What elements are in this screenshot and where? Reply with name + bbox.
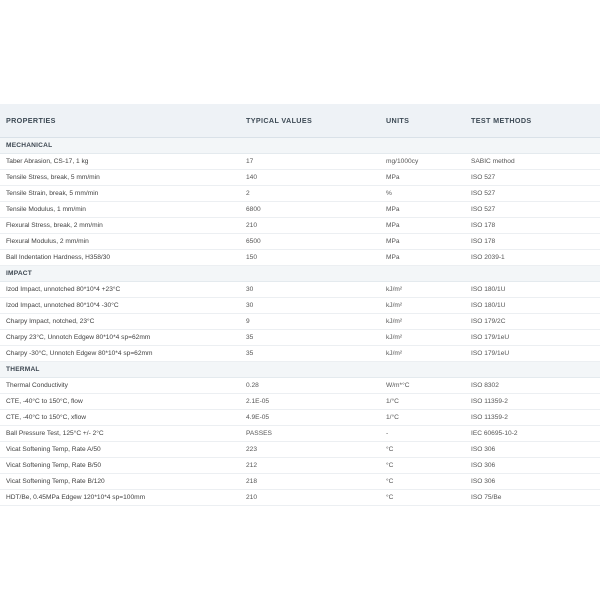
cell-typical-value: 212 [240,458,380,474]
table-row [0,442,600,458]
cell-property: Flexural Stress, break, 2 mm/min [0,218,240,234]
cell-unit: °C [380,474,465,490]
column-header-units: UNITS [380,104,465,138]
cell-typical-value: 9 [240,314,380,330]
cell-unit: kJ/m² [380,346,465,362]
cell-unit: °C [380,458,465,474]
cell-typical-value: 210 [240,218,380,234]
cell-typical-value: 17 [240,154,380,170]
cell-typical-value: 6800 [240,202,380,218]
table-row [0,474,600,490]
cell-unit: kJ/m² [380,314,465,330]
column-header-properties: PROPERTIES [0,104,240,138]
cell-property: Izod Impact, unnotched 80*10*4 -30°C [0,298,240,314]
table-row [0,202,600,218]
table-row [0,154,600,170]
table-section-row [0,362,600,378]
cell-unit: kJ/m² [380,330,465,346]
table-section-row [0,266,600,282]
cell-test-method: ISO 179/1eU [465,330,600,346]
cell-typical-value: 4.9E-05 [240,410,380,426]
cell-property: Charpy 23°C, Unnotch Edgew 80*10*4 sp=62mm [0,330,240,346]
cell-property: Tensile Modulus, 1 mm/min [0,202,240,218]
table-row [0,186,600,202]
cell-unit: MPa [380,234,465,250]
table-row [0,458,600,474]
cell-unit: 1/°C [380,410,465,426]
cell-test-method: ISO 306 [465,442,600,458]
table-row [0,170,600,186]
table-row [0,298,600,314]
cell-unit: MPa [380,202,465,218]
cell-test-method: ISO 527 [465,186,600,202]
cell-typical-value: 0.28 [240,378,380,394]
cell-test-method: ISO 179/1eU [465,346,600,362]
table-row [0,234,600,250]
cell-typical-value: 2.1E-05 [240,394,380,410]
table-section-title: MECHANICAL [0,138,600,154]
cell-unit: °C [380,442,465,458]
cell-property: Charpy -30°C, Unnotch Edgew 80*10*4 sp=62mm [0,346,240,362]
cell-property: Vicat Softening Temp, Rate B/120 [0,474,240,490]
cell-unit: MPa [380,170,465,186]
column-header-typical-values: TYPICAL VALUES [240,104,380,138]
cell-test-method: ISO 2039-1 [465,250,600,266]
cell-test-method: ISO 527 [465,170,600,186]
cell-property: HDT/Be, 0.45MPa Edgew 120*10*4 sp=100mm [0,490,240,506]
cell-test-method: SABIC method [465,154,600,170]
cell-typical-value: 150 [240,250,380,266]
cell-unit: MPa [380,250,465,266]
cell-test-method: ISO 306 [465,474,600,490]
cell-unit: % [380,186,465,202]
cell-typical-value: 6500 [240,234,380,250]
cell-property: Tensile Stress, break, 5 mm/min [0,170,240,186]
cell-property: Flexural Modulus, 2 mm/min [0,234,240,250]
cell-property: Ball Pressure Test, 125°C +/- 2°C [0,426,240,442]
cell-property: Ball Indentation Hardness, H358/30 [0,250,240,266]
cell-test-method: ISO 180/1U [465,298,600,314]
cell-unit: - [380,426,465,442]
cell-typical-value: PASSES [240,426,380,442]
cell-typical-value: 140 [240,170,380,186]
table-row [0,378,600,394]
cell-test-method: ISO 306 [465,458,600,474]
table-header-row [0,104,600,138]
cell-property: Vicat Softening Temp, Rate A/50 [0,442,240,458]
cell-test-method: ISO 11359-2 [465,394,600,410]
cell-test-method: ISO 11359-2 [465,410,600,426]
column-header-test-methods: TEST METHODS [465,104,600,138]
cell-test-method: ISO 180/1U [465,282,600,298]
cell-unit: W/m*°C [380,378,465,394]
table-row [0,330,600,346]
table-row [0,426,600,442]
cell-test-method: ISO 178 [465,234,600,250]
table-section-title: IMPACT [0,266,600,282]
table-row [0,250,600,266]
cell-property: CTE, -40°C to 150°C, flow [0,394,240,410]
table-row [0,490,600,506]
table-header [0,104,600,138]
cell-property: CTE, -40°C to 150°C, xflow [0,410,240,426]
cell-unit: MPa [380,218,465,234]
properties-table-container [0,104,600,506]
table-row [0,314,600,330]
table-section-title: THERMAL [0,362,600,378]
cell-typical-value: 30 [240,298,380,314]
cell-typical-value: 35 [240,346,380,362]
table-row [0,410,600,426]
table-section-row [0,138,600,154]
cell-unit: kJ/m² [380,282,465,298]
table-row [0,282,600,298]
cell-test-method: ISO 75/Be [465,490,600,506]
cell-unit: 1/°C [380,394,465,410]
cell-property: Taber Abrasion, CS-17, 1 kg [0,154,240,170]
cell-test-method: IEC 60695-10-2 [465,426,600,442]
cell-test-method: ISO 527 [465,202,600,218]
cell-property: Thermal Conductivity [0,378,240,394]
cell-property: Izod Impact, unnotched 80*10*4 +23°C [0,282,240,298]
table-body [0,138,600,506]
cell-unit: mg/1000cy [380,154,465,170]
cell-typical-value: 35 [240,330,380,346]
table-row [0,394,600,410]
cell-property: Charpy Impact, notched, 23°C [0,314,240,330]
cell-typical-value: 218 [240,474,380,490]
cell-test-method: ISO 8302 [465,378,600,394]
cell-typical-value: 2 [240,186,380,202]
cell-unit: kJ/m² [380,298,465,314]
properties-table [0,104,600,506]
cell-property: Vicat Softening Temp, Rate B/50 [0,458,240,474]
cell-property: Tensile Strain, break, 5 mm/min [0,186,240,202]
table-row [0,346,600,362]
table-row [0,218,600,234]
cell-test-method: ISO 179/2C [465,314,600,330]
cell-typical-value: 30 [240,282,380,298]
cell-typical-value: 223 [240,442,380,458]
cell-test-method: ISO 178 [465,218,600,234]
cell-unit: °C [380,490,465,506]
cell-typical-value: 210 [240,490,380,506]
